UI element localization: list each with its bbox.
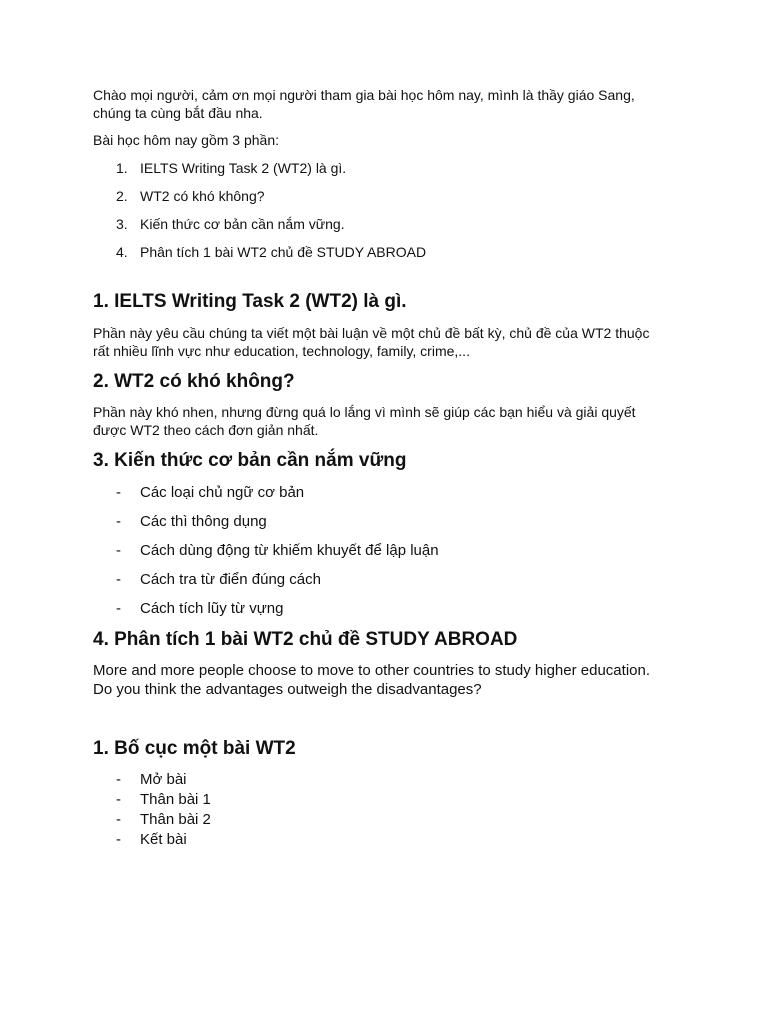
outline-label: Bài học hôm nay gồm 3 phần: bbox=[93, 132, 280, 148]
intro-line-2: chúng ta cùng bắt đầu nha. bbox=[93, 105, 263, 121]
list-item: - Thân bài 2 bbox=[116, 811, 211, 828]
section-2-heading: 2. WT2 có khó không? bbox=[93, 371, 295, 392]
outline-list bbox=[93, 159, 693, 261]
section-3-list bbox=[93, 483, 693, 618]
section-4-heading: 4. Phân tích 1 bài WT2 chủ đề STUDY ABROAD bbox=[93, 629, 518, 650]
list-item: - Cách dùng động từ khiếm khuyết để lập luận bbox=[116, 542, 439, 559]
list-item: - Các thì thông dụng bbox=[116, 513, 267, 530]
section-1-line-2: rất nhiều lĩnh vực như education, technology, family, crime,... bbox=[93, 343, 470, 359]
intro-line-1: Chào mọi người, cảm ơn mọi người tham gia bài học hôm nay, mình là thầy giáo Sang, bbox=[93, 87, 635, 103]
list-item: - Cách tích lũy từ vựng bbox=[116, 600, 284, 617]
outline-item: 2. WT2 có khó không? bbox=[116, 188, 265, 204]
section-2-line-1: Phần này khó nhen, nhưng đừng quá lo lắng vì mình sẽ giúp các bạn hiểu và giải quyết bbox=[93, 404, 636, 420]
section-1-line-1: Phần này yêu cầu chúng ta viết một bài luận về một chủ đề bất kỳ, chủ đề của WT2 thuộc bbox=[93, 325, 650, 341]
outline-item: 1. IELTS Writing Task 2 (WT2) là gì. bbox=[116, 160, 347, 176]
list-item: - Mở bài bbox=[116, 771, 187, 788]
outline-item: 3. Kiến thức cơ bản cần nắm vững. bbox=[116, 216, 345, 232]
section-5-heading: 1. Bố cục một bài WT2 bbox=[93, 738, 296, 759]
list-item: - Thân bài 1 bbox=[116, 791, 211, 808]
outline-item: 4. Phân tích 1 bài WT2 chủ đề STUDY ABROAD bbox=[116, 244, 427, 260]
section-5-list bbox=[93, 770, 693, 849]
section-2-line-2: được WT2 theo cách đơn giản nhất. bbox=[93, 422, 319, 438]
list-item: - Cách tra từ điển đúng cách bbox=[116, 571, 321, 588]
document-page bbox=[93, 86, 693, 849]
list-item: - Các loại chủ ngữ cơ bản bbox=[116, 484, 305, 501]
section-1-heading: 1. IELTS Writing Task 2 (WT2) là gì. bbox=[93, 291, 407, 312]
section-4-line-1: More and more people choose to move to other countries to study higher education. bbox=[93, 662, 650, 679]
section-3-heading: 3. Kiến thức cơ bản cần nắm vững bbox=[93, 450, 407, 471]
list-item: - Kết bài bbox=[116, 831, 187, 848]
section-4-line-2: Do you think the advantages outweigh the disadvantages? bbox=[93, 681, 482, 698]
